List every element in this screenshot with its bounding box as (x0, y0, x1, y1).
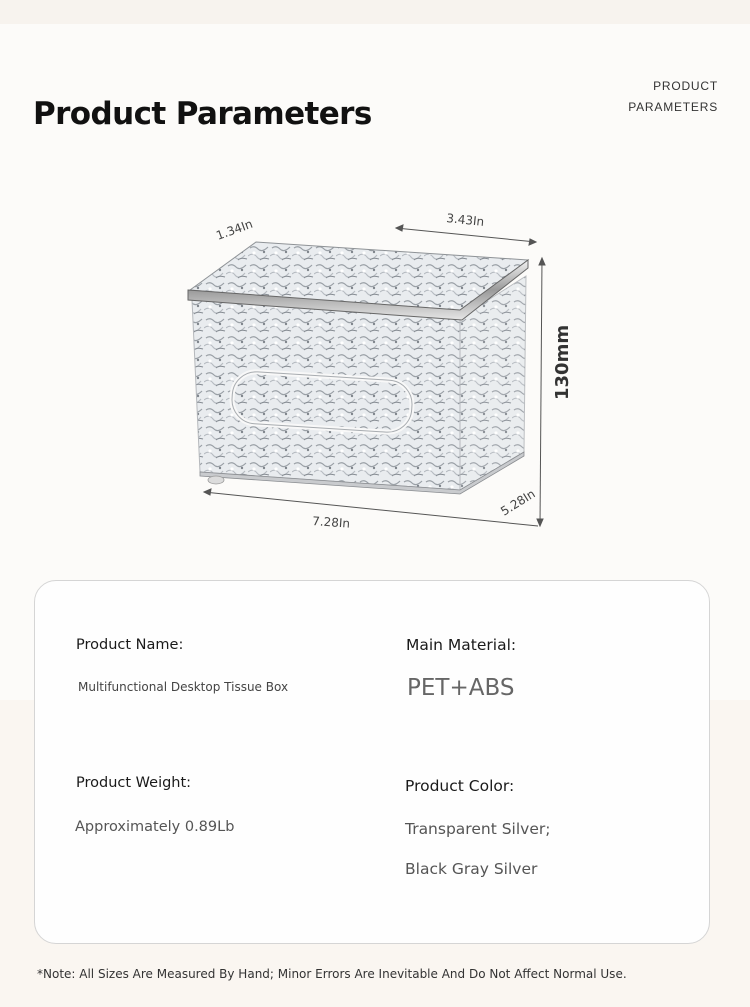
product-weight-label: Product Weight: (76, 775, 192, 791)
corner-label-line-2: PARAMETERS (628, 100, 718, 114)
product-color-value-2: Black Gray Silver (405, 860, 538, 878)
top-band (0, 0, 750, 24)
depth-dimension-label: 1.34In (214, 216, 255, 243)
width-dimension-label: 5.28In (498, 486, 538, 519)
corner-label (628, 76, 718, 118)
length-dimension-label: 7.28In (311, 514, 351, 531)
footnote: *Note: All Sizes Are Measured By Hand; Minor Errors Are Inevitable And Do Not Affect Normal Use. (37, 967, 627, 981)
product-color-label: Product Color: (405, 777, 515, 795)
spec-card (34, 580, 710, 944)
corner-label-line-1: PRODUCT (653, 79, 718, 93)
product-weight-value: Approximately 0.89Lb (75, 819, 235, 835)
height-dimension-label: 130mm (552, 324, 573, 400)
opening-dimension-label: 3.43In (445, 211, 485, 229)
main-material-value: PET+ABS (407, 675, 515, 701)
product-name-label: Product Name: (76, 637, 184, 653)
box-foot (208, 476, 224, 484)
product-name-value: Multifunctional Desktop Tissue Box (78, 680, 289, 694)
main-material-label: Main Material: (406, 636, 517, 654)
product-dimension-diagram (160, 190, 600, 550)
page-title: Product Parameters (33, 96, 372, 132)
product-color-value-1: Transparent Silver; (405, 820, 551, 838)
